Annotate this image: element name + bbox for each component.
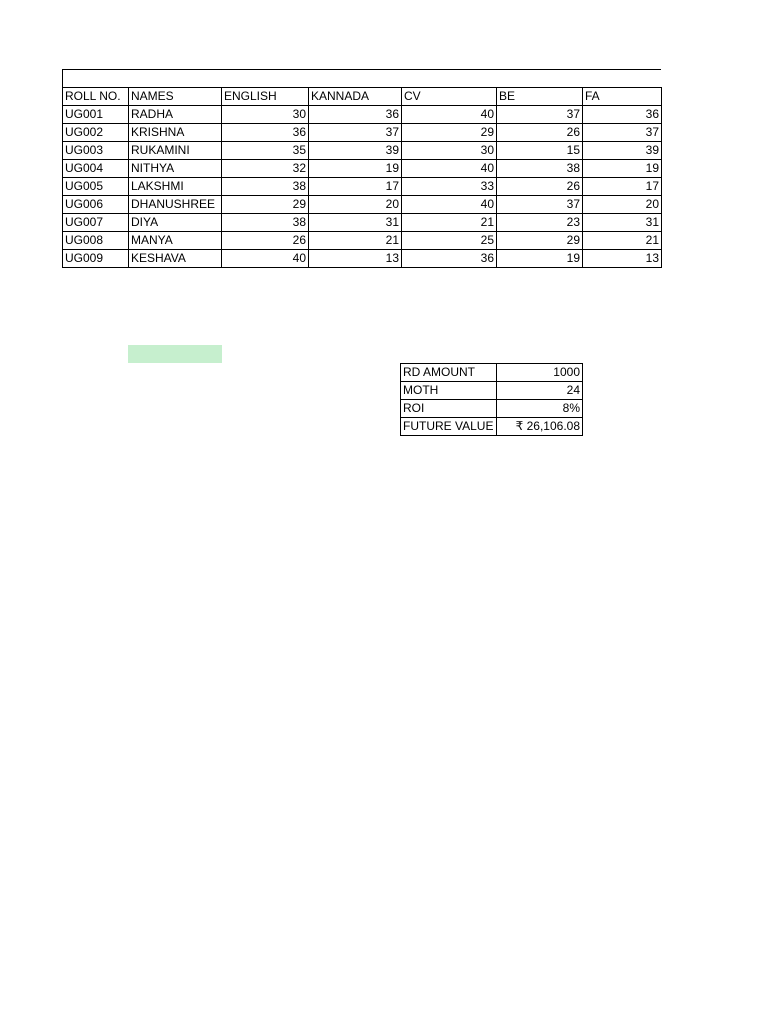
cell-roll[interactable]: UG006	[63, 196, 129, 214]
table-row	[63, 232, 662, 250]
table-row	[63, 178, 662, 196]
cell-be[interactable]: 37	[497, 106, 583, 124]
table-row	[63, 214, 662, 232]
rd-value[interactable]: 1000	[497, 364, 583, 382]
header-fa[interactable]: FA	[583, 88, 662, 106]
cell-fa[interactable]: 20	[583, 196, 662, 214]
cell-cv[interactable]: 40	[402, 196, 497, 214]
cell-kannada[interactable]: 17	[309, 178, 402, 196]
rd-row	[401, 400, 583, 418]
cell-english[interactable]: 40	[222, 250, 309, 268]
cell-kannada[interactable]: 13	[309, 250, 402, 268]
cell-roll[interactable]: UG001	[63, 106, 129, 124]
cell-kannada[interactable]: 37	[309, 124, 402, 142]
rd-calculation-table	[400, 363, 583, 436]
cell-english[interactable]: 36	[222, 124, 309, 142]
cell-roll[interactable]: UG007	[63, 214, 129, 232]
cell-name[interactable]: RADHA	[129, 106, 222, 124]
cell-cv[interactable]: 30	[402, 142, 497, 160]
cell-kannada[interactable]: 20	[309, 196, 402, 214]
cell-be[interactable]: 37	[497, 196, 583, 214]
cell-name[interactable]: RUKAMINI	[129, 142, 222, 160]
table-row	[63, 106, 662, 124]
cell-kannada[interactable]: 36	[309, 106, 402, 124]
cell-english[interactable]: 32	[222, 160, 309, 178]
table-row	[63, 160, 662, 178]
cell-english[interactable]: 35	[222, 142, 309, 160]
rd-value[interactable]: ₹ 26,106.08	[497, 418, 583, 436]
cell-cv[interactable]: 25	[402, 232, 497, 250]
cell-roll[interactable]: UG009	[63, 250, 129, 268]
header-english[interactable]: ENGLISH	[222, 88, 309, 106]
marks-table	[62, 87, 662, 268]
cell-kannada[interactable]: 21	[309, 232, 402, 250]
rd-label[interactable]: FUTURE VALUE	[401, 418, 497, 436]
cell-name[interactable]: NITHYA	[129, 160, 222, 178]
header-names[interactable]: NAMES	[129, 88, 222, 106]
cell-english[interactable]: 30	[222, 106, 309, 124]
cell-english[interactable]: 38	[222, 214, 309, 232]
cell-name[interactable]: DIYA	[129, 214, 222, 232]
cell-english[interactable]: 26	[222, 232, 309, 250]
rd-value[interactable]: 8%	[497, 400, 583, 418]
cell-be[interactable]: 26	[497, 124, 583, 142]
highlighted-cell[interactable]	[128, 345, 222, 363]
cell-cv[interactable]: 21	[402, 214, 497, 232]
header-row	[63, 88, 662, 106]
cell-be[interactable]: 26	[497, 178, 583, 196]
cell-be[interactable]: 19	[497, 250, 583, 268]
cell-fa[interactable]: 36	[583, 106, 662, 124]
table-row	[63, 250, 662, 268]
rd-label[interactable]: MOTH	[401, 382, 497, 400]
cell-cv[interactable]: 33	[402, 178, 497, 196]
table-row	[63, 196, 662, 214]
cell-kannada[interactable]: 31	[309, 214, 402, 232]
cell-roll[interactable]: UG003	[63, 142, 129, 160]
cell-fa[interactable]: 37	[583, 124, 662, 142]
cell-english[interactable]: 38	[222, 178, 309, 196]
cell-fa[interactable]: 17	[583, 178, 662, 196]
cell-be[interactable]: 15	[497, 142, 583, 160]
cell-name[interactable]: MANYA	[129, 232, 222, 250]
rd-label[interactable]: RD AMOUNT	[401, 364, 497, 382]
header-cv[interactable]: CV	[402, 88, 497, 106]
table-row	[63, 124, 662, 142]
cell-cv[interactable]: 40	[402, 160, 497, 178]
cell-cv[interactable]: 40	[402, 106, 497, 124]
cell-be[interactable]: 29	[497, 232, 583, 250]
cell-fa[interactable]: 13	[583, 250, 662, 268]
cell-fa[interactable]: 39	[583, 142, 662, 160]
cell-kannada[interactable]: 19	[309, 160, 402, 178]
cell-english[interactable]: 29	[222, 196, 309, 214]
cell-cv[interactable]: 36	[402, 250, 497, 268]
cell-roll[interactable]: UG004	[63, 160, 129, 178]
header-roll-no[interactable]: ROLL NO.	[63, 88, 129, 106]
cell-roll[interactable]: UG002	[63, 124, 129, 142]
cell-fa[interactable]: 21	[583, 232, 662, 250]
rd-row	[401, 418, 583, 436]
cell-roll[interactable]: UG005	[63, 178, 129, 196]
cell-fa[interactable]: 19	[583, 160, 662, 178]
header-be[interactable]: BE	[497, 88, 583, 106]
rd-value[interactable]: 24	[497, 382, 583, 400]
header-kannada[interactable]: KANNADA	[309, 88, 402, 106]
rd-row	[401, 382, 583, 400]
cell-be[interactable]: 38	[497, 160, 583, 178]
cell-fa[interactable]: 31	[583, 214, 662, 232]
cell-name[interactable]: KRISHNA	[129, 124, 222, 142]
cell-name[interactable]: LAKSHMI	[129, 178, 222, 196]
merged-title-cell[interactable]	[62, 69, 661, 87]
cell-name[interactable]: KESHAVA	[129, 250, 222, 268]
rd-row	[401, 364, 583, 382]
rd-label[interactable]: ROI	[401, 400, 497, 418]
cell-kannada[interactable]: 39	[309, 142, 402, 160]
cell-cv[interactable]: 29	[402, 124, 497, 142]
table-row	[63, 142, 662, 160]
cell-be[interactable]: 23	[497, 214, 583, 232]
cell-roll[interactable]: UG008	[63, 232, 129, 250]
cell-name[interactable]: DHANUSHREE	[129, 196, 222, 214]
